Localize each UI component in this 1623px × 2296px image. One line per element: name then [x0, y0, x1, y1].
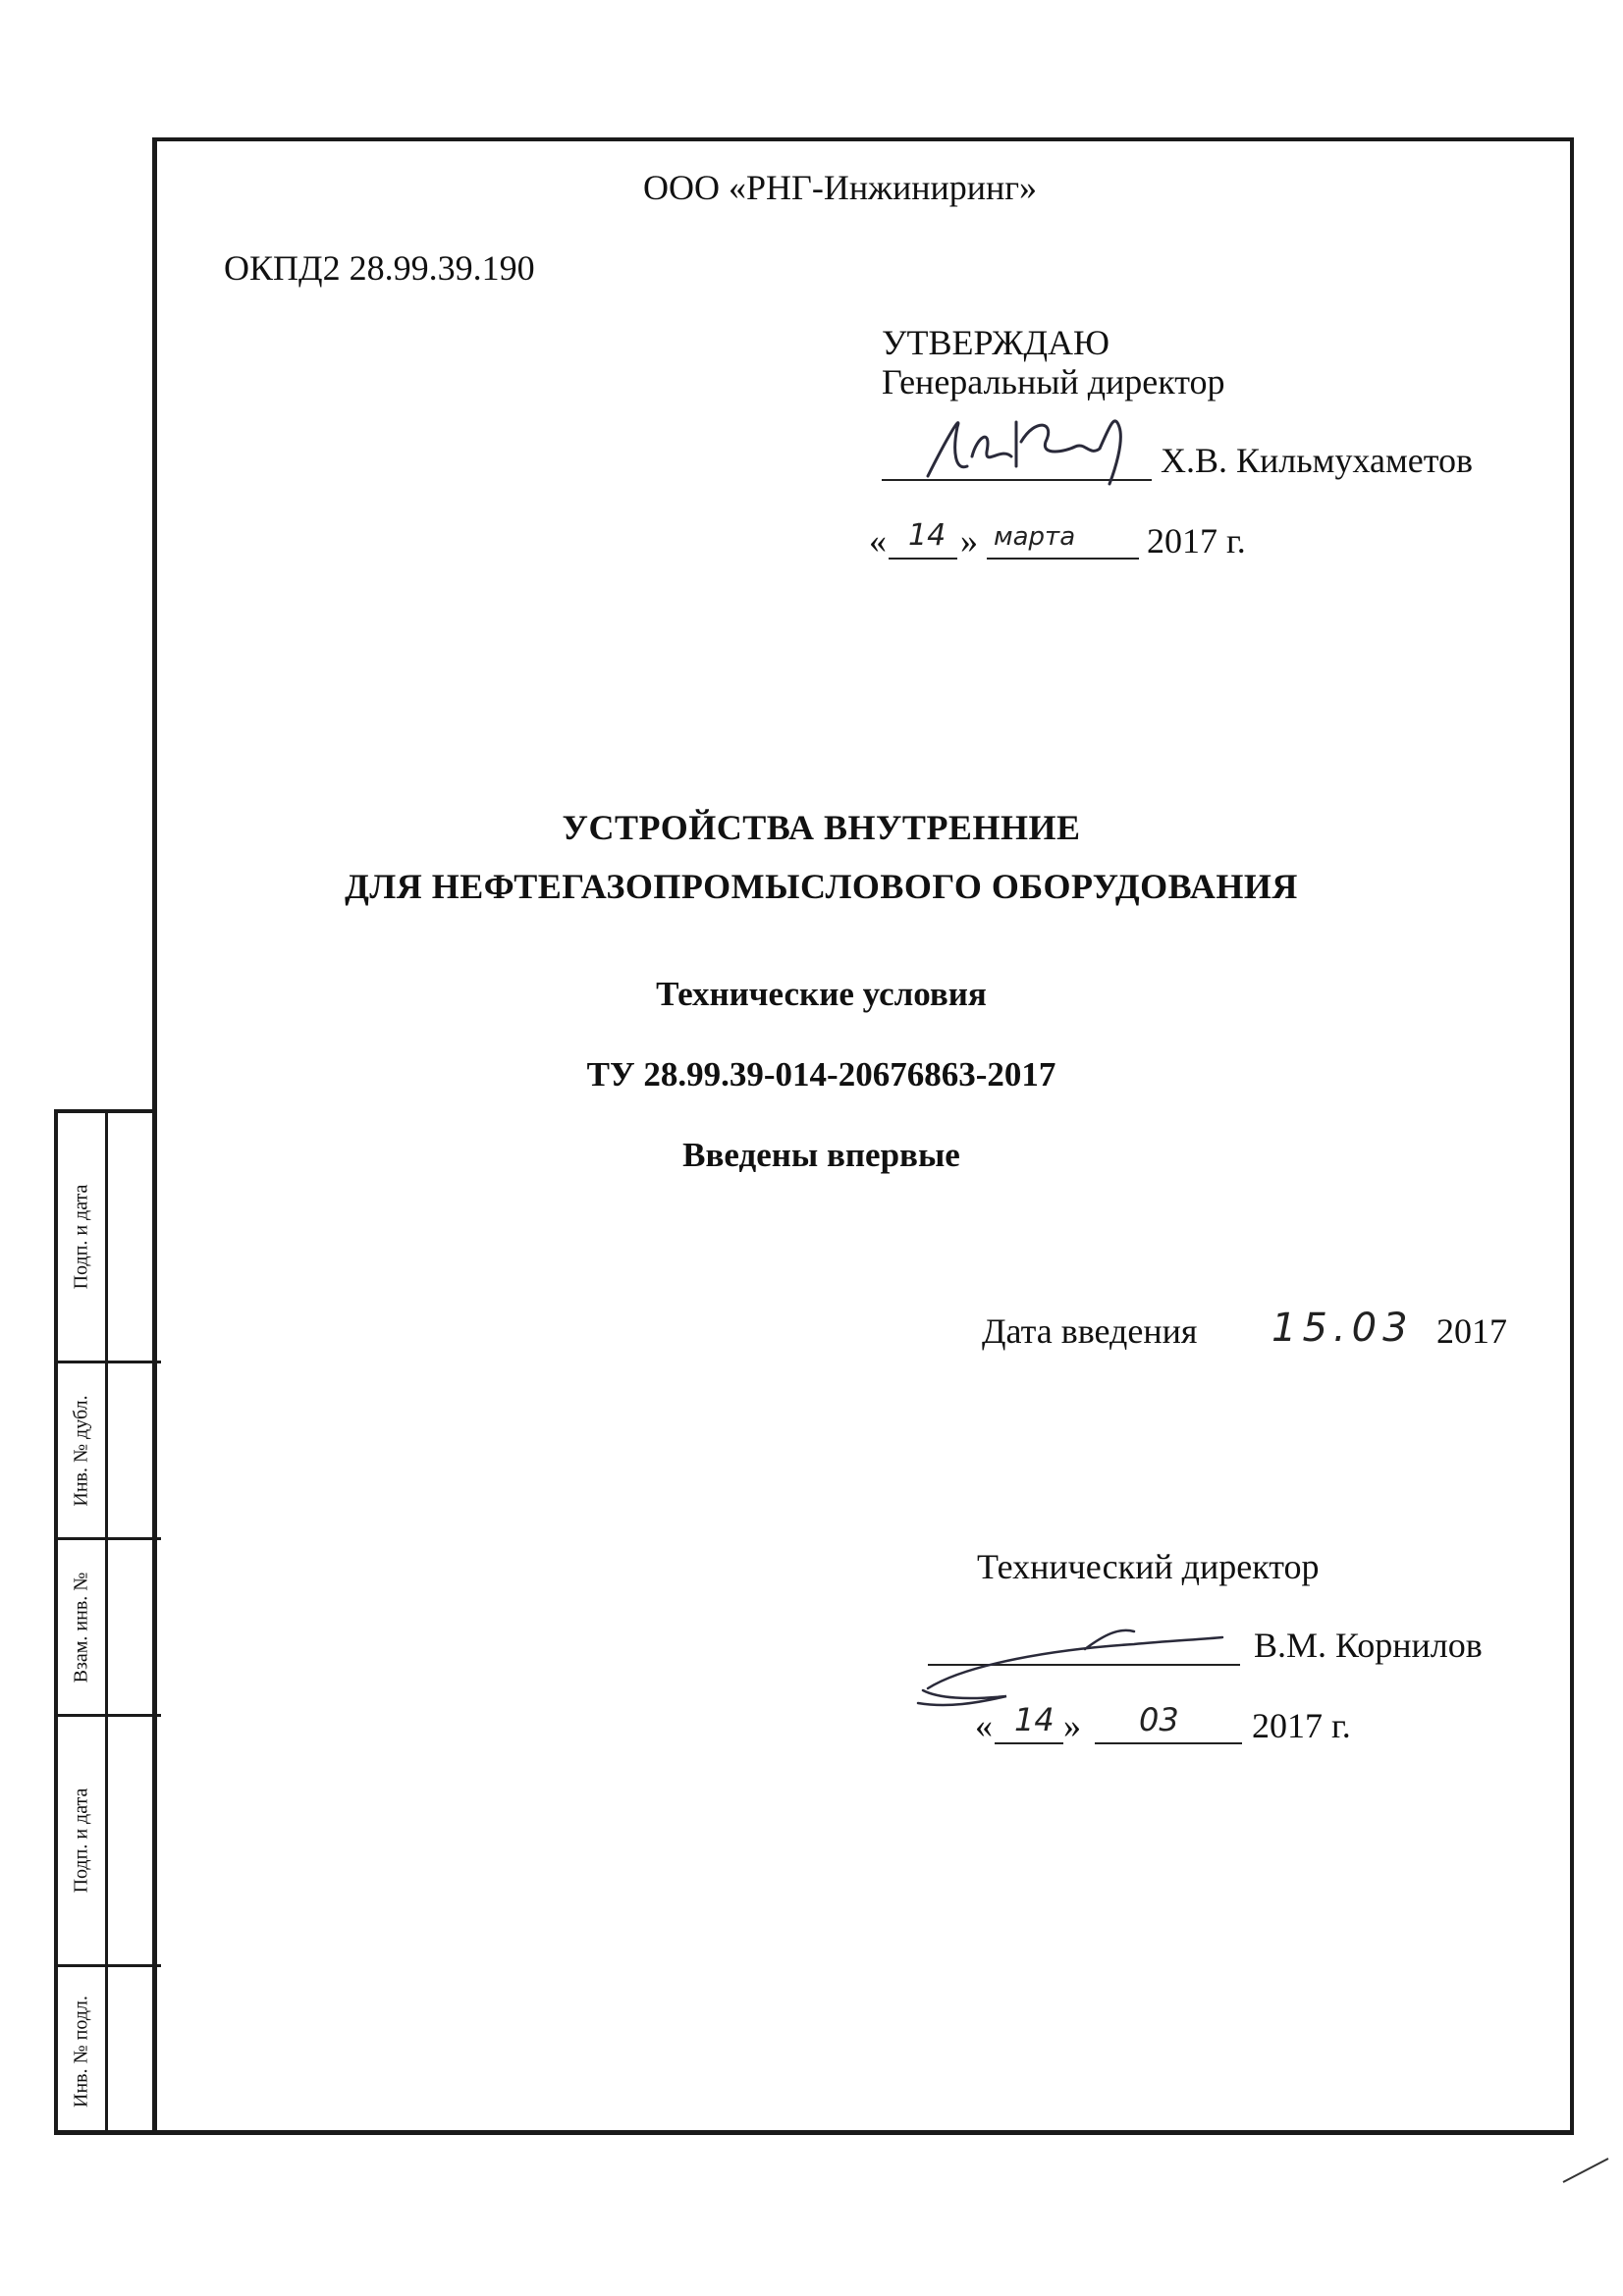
stamp-label: Подп. и дата — [70, 1184, 92, 1290]
approval-day-line — [889, 558, 957, 560]
tech-month: 03 — [1139, 1701, 1179, 1738]
stamp-label: Взам. инв. № — [70, 1572, 92, 1682]
stamp-row — [58, 1717, 161, 1967]
director-signature — [918, 398, 1144, 486]
approval-quote-open: « — [869, 521, 887, 561]
tech-month-line — [1095, 1742, 1242, 1744]
tech-director-position: Технический директор — [977, 1547, 1320, 1586]
tech-quote-open: « — [975, 1706, 993, 1745]
tech-year: 2017 г. — [1252, 1706, 1351, 1745]
tech-day: 14 — [1014, 1701, 1055, 1738]
side-stamp-table — [54, 1109, 157, 2135]
approve-heading: УТВЕРЖДАЮ — [882, 323, 1110, 362]
stamp-label: Инв. № дубл. — [70, 1394, 92, 1507]
approver-position: Генеральный директор — [882, 362, 1225, 401]
tech-director-signature — [908, 1610, 1242, 1708]
stray-mark — [1561, 2155, 1610, 2184]
stamp-row — [58, 1113, 161, 1363]
stamp-row — [58, 1967, 161, 2135]
tech-day-line — [995, 1742, 1063, 1744]
document-code: ТУ 28.99.39-014-20676863-2017 — [586, 1055, 1056, 1094]
approval-month: марта — [994, 522, 1076, 552]
tech-director-name: В.М. Корнилов — [1254, 1626, 1483, 1665]
company-name: ООО «РНГ-Инжиниринг» — [643, 168, 1038, 207]
intro-date-value: 15.03 — [1271, 1306, 1414, 1351]
approval-quote-close: » — [960, 521, 978, 561]
stamp-label: Инв. № подл. — [70, 1995, 92, 2108]
intro-date-year: 2017 — [1436, 1311, 1507, 1351]
approver-name: Х.В. Кильмухаметов — [1161, 441, 1473, 480]
approval-day: 14 — [908, 518, 947, 553]
stamp-row — [58, 1540, 161, 1717]
document-title-line2: ДЛЯ НЕФТЕГАЗОПРОМЫСЛОВОГО ОБОРУДОВАНИЯ — [345, 867, 1298, 906]
stamp-row — [58, 1363, 161, 1540]
document-note: Введены впервые — [682, 1136, 960, 1174]
tech-quote-close: » — [1063, 1706, 1081, 1745]
document-title-line1: УСТРОЙСТВА ВНУТРЕННИЕ — [562, 808, 1081, 847]
document-subtitle: Технические условия — [656, 975, 987, 1013]
okpd-code: ОКПД2 28.99.39.190 — [224, 248, 535, 288]
stamp-label: Подп. и дата — [70, 1788, 92, 1894]
approval-year: 2017 г. — [1147, 521, 1246, 561]
intro-date-label: Дата введения — [982, 1311, 1198, 1351]
approval-month-line — [987, 558, 1139, 560]
